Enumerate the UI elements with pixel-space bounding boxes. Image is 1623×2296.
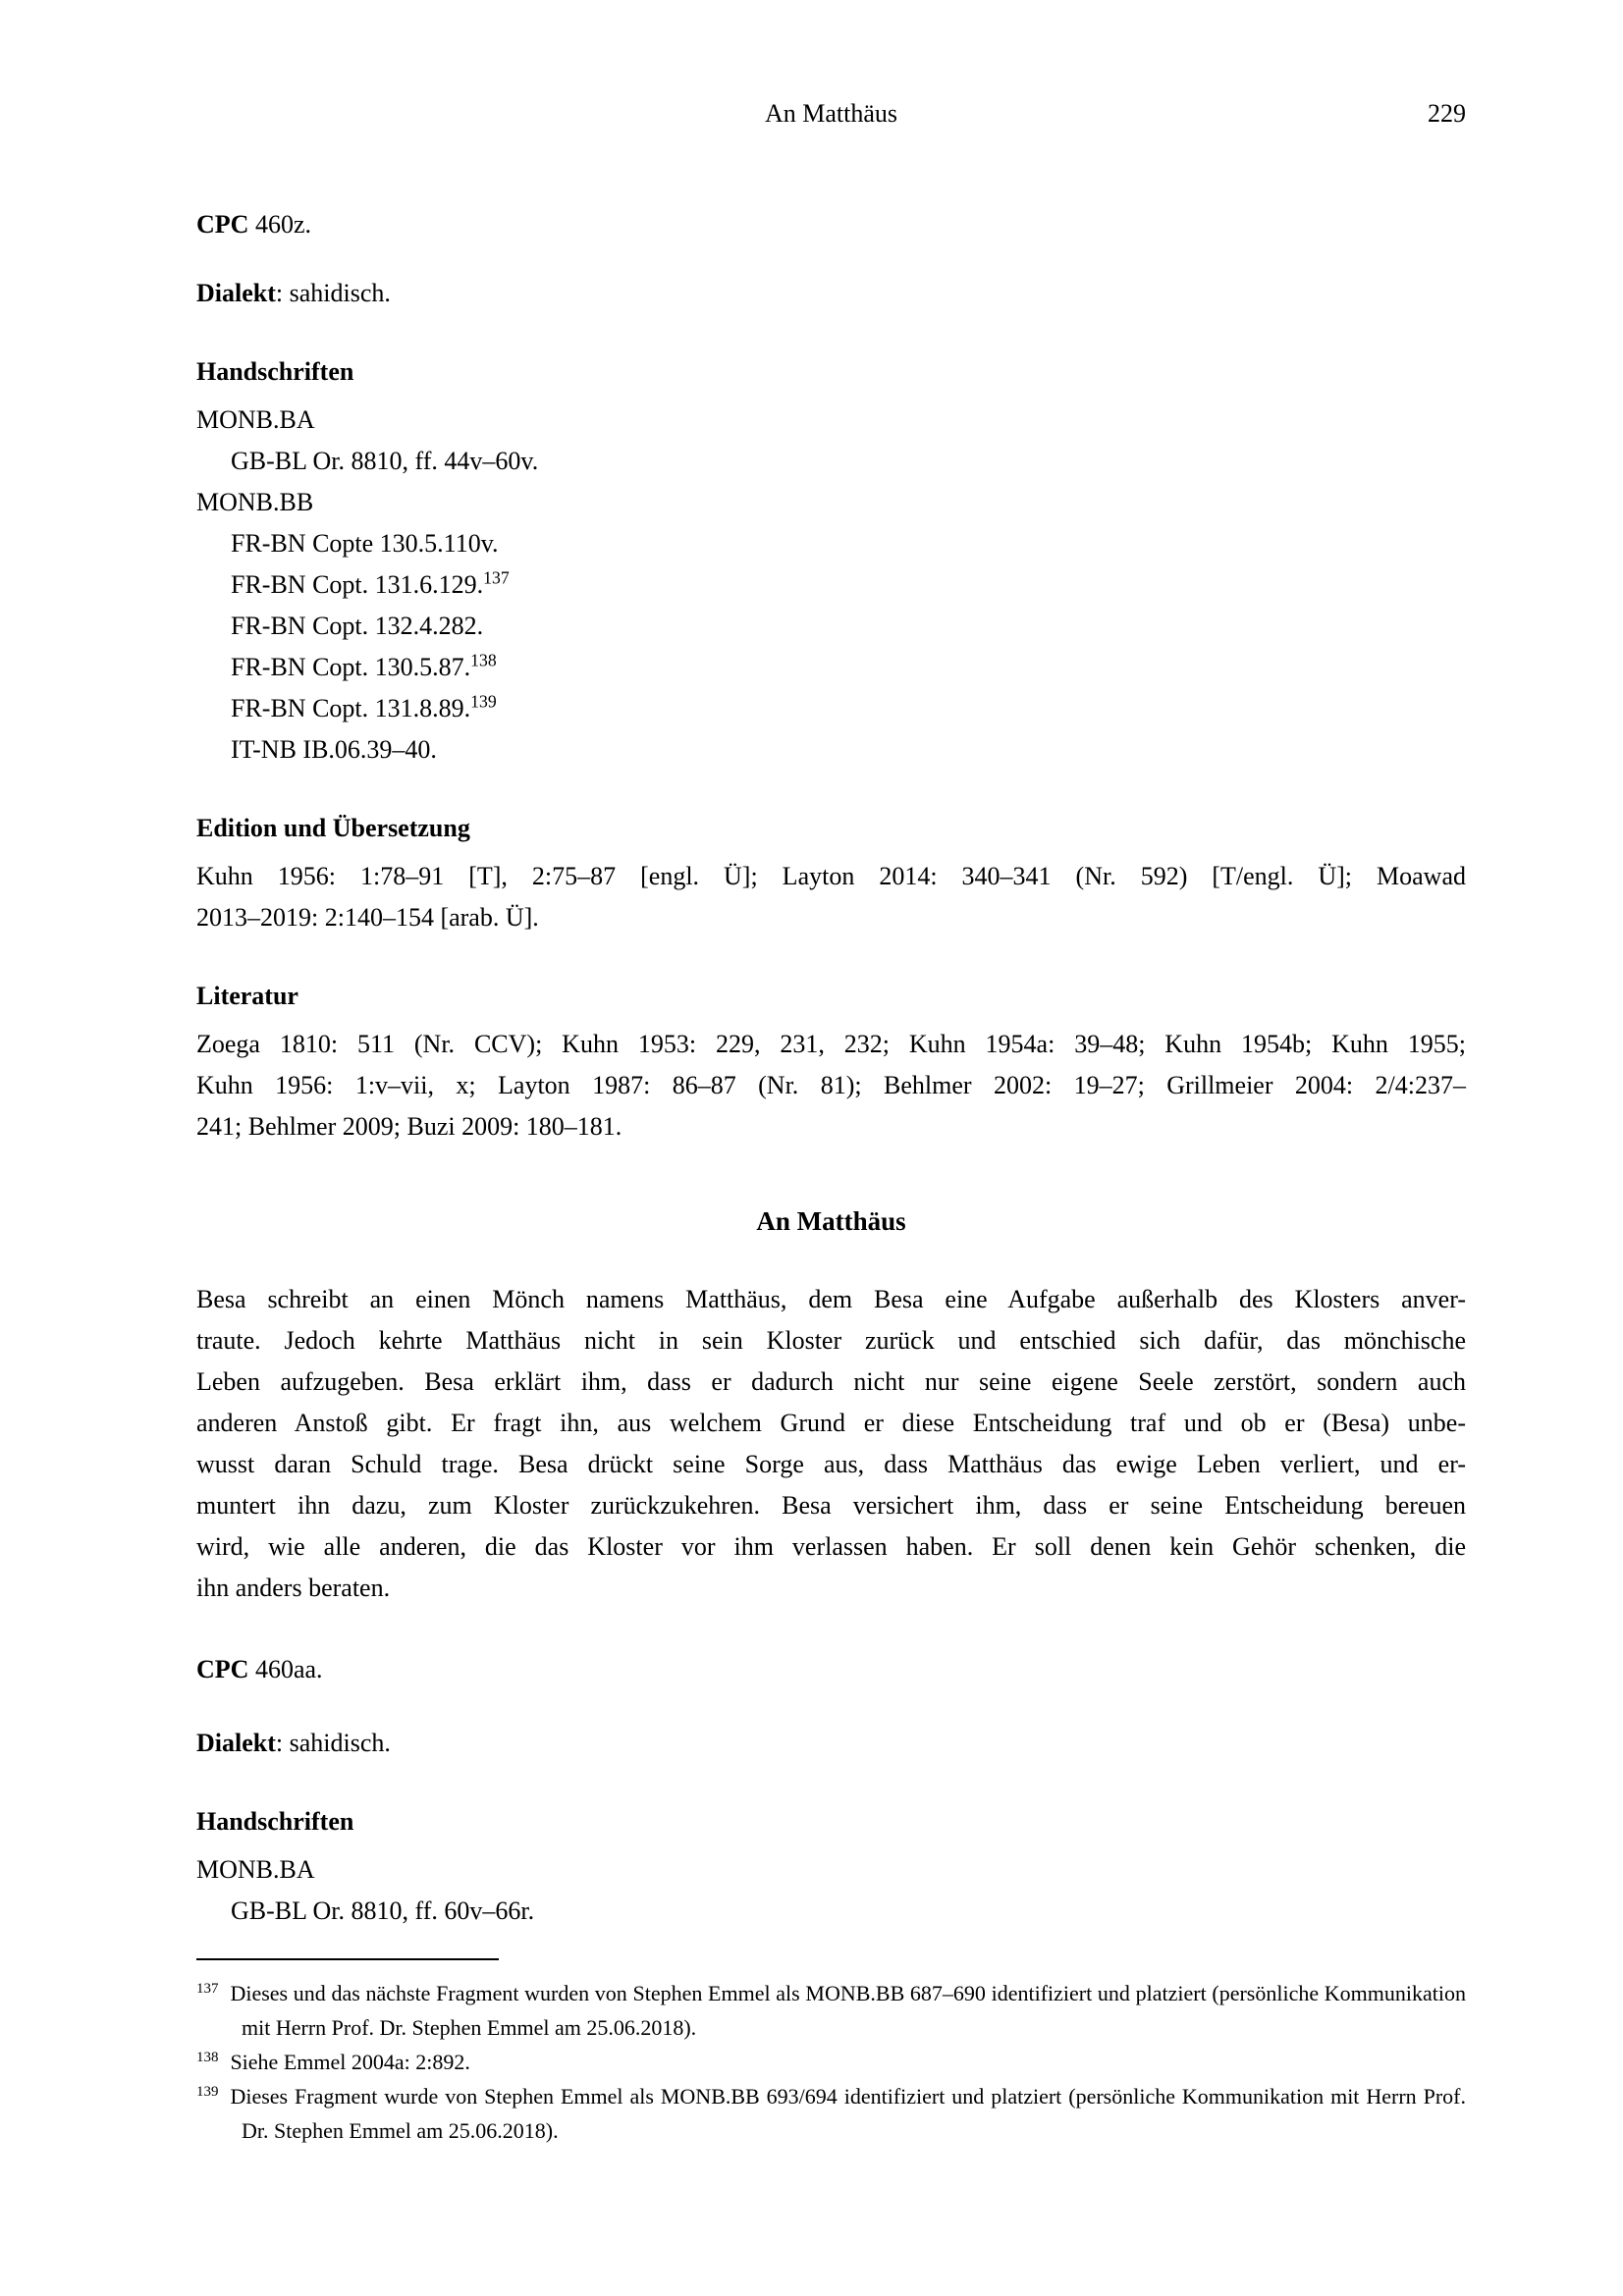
footnote-number: 138: [196, 2049, 219, 2065]
cpc-label: CPC: [196, 210, 249, 239]
chapter-heading: An Matthäus: [756, 1206, 906, 1236]
summary-paragraph: [196, 1279, 1466, 1609]
footnote-text: Dieses und das nächste Fragment wurden von Stephen Emmel als MONB.BB 687–690 identifiziert und platziert (persönliche Kommunikation mit Herrn Prof. Dr. Stephen Emmel am 25.06.2018).: [230, 1981, 1466, 2040]
page-number: 229: [1428, 99, 1466, 128]
cpc-label: CPC: [196, 1655, 249, 1683]
text-line: anderen Anstoß gibt. Er fragt ihn, aus welchem Grund er diese Entscheidung traf und ob er (Besa) unbe-: [196, 1409, 1466, 1437]
manuscript-text: MONB.BB: [196, 488, 314, 516]
manuscript-text: FR-BN Copt. 132.4.282.: [231, 612, 484, 640]
literatur-paragraph: [196, 1024, 1466, 1148]
manuscript-line: [196, 1891, 1466, 1932]
cpc-line: [196, 1649, 1466, 1690]
footnote-list: [196, 1976, 1466, 2148]
text-line: Kuhn 1956: 1:v–vii, x; Layton 1987: 86–87 (Nr. 81); Behlmer 2002: 19–27; Grillmeier 2004: 2/4:237–: [196, 1071, 1466, 1099]
dialekt-label: Dialekt: [196, 1729, 276, 1757]
dialekt-value: : sahidisch.: [275, 279, 391, 307]
manuscript-text: MONB.BA: [196, 1855, 315, 1884]
cpc-value: 460z.: [254, 210, 311, 239]
handschriften-heading: Handschriften: [196, 1807, 354, 1836]
footnote-number: 139: [196, 2083, 219, 2100]
manuscript-list: [196, 400, 1466, 771]
running-header: [196, 93, 1466, 134]
footnote: [196, 1976, 1466, 2045]
dialekt-line: [196, 1723, 1466, 1764]
handschriften-heading: Handschriften: [196, 357, 354, 386]
footnote: [196, 2079, 1466, 2148]
footnote-separator: [196, 1958, 499, 1960]
footnote-ref: 137: [483, 567, 510, 588]
manuscript-text: GB-BL Or. 8810, ff. 60v–66r.: [231, 1896, 535, 1925]
footnote-text: Siehe Emmel 2004a: 2:892.: [230, 2050, 470, 2074]
manuscript-line: [196, 441, 1466, 482]
edition-paragraph: [196, 856, 1466, 938]
text-line: traute. Jedoch kehrte Matthäus nicht in sein Kloster zurück und entschied sich dafür, das mönchische: [196, 1326, 1466, 1355]
edition-heading: Edition und Übersetzung: [196, 814, 470, 842]
footnote-ref: 139: [470, 691, 497, 712]
manuscript-line: [196, 523, 1466, 564]
cpc-line: [196, 204, 1466, 245]
dialekt-value: : sahidisch.: [275, 1729, 391, 1757]
footnote-text: Dieses Fragment wurde von Stephen Emmel als MONB.BB 693/694 identifiziert und platziert (persönliche Kommunikation mit Herrn Prof. Dr. Stephen Emmel am 25.06.2018).: [230, 2084, 1466, 2143]
manuscript-text: FR-BN Copt. 130.5.87.: [231, 653, 471, 681]
text-line: Leben aufzugeben. Besa erklärt ihm, dass er dadurch nicht nur seine eigene Seele zerstört, sondern auch: [196, 1367, 1466, 1396]
footnote-ref: 138: [470, 650, 497, 670]
manuscript-line: [196, 729, 1466, 771]
footnote: [196, 2045, 1466, 2079]
footnote-number: 137: [196, 1980, 219, 1997]
manuscript-text: GB-BL Or. 8810, ff. 44v–60v.: [231, 447, 539, 475]
manuscript-text: IT-NB IB.06.39–40.: [231, 735, 437, 764]
manuscript-text: FR-BN Copte 130.5.110v.: [231, 529, 499, 558]
text-line: 241; Behlmer 2009; Buzi 2009: 180–181.: [196, 1112, 622, 1141]
cpc-value: 460aa.: [254, 1655, 323, 1683]
text-line: Zoega 1810: 511 (Nr. CCV); Kuhn 1953: 229, 231, 232; Kuhn 1954a: 39–48; Kuhn 1954b; Kuhn 1955;: [196, 1030, 1466, 1058]
text-line: Kuhn 1956: 1:78–91 [T], 2:75–87 [engl. Ü]; Layton 2014: 340–341 (Nr. 592) [T/engl. Ü]; Moawad: [196, 862, 1466, 890]
running-title: An Matthäus: [764, 99, 898, 128]
text-line: wusst daran Schuld trage. Besa drückt seine Sorge aus, dass Matthäus das ewige Leben verliert, und er-: [196, 1450, 1466, 1478]
manuscript-line: [196, 1849, 1466, 1891]
text-line: muntert ihn dazu, zum Kloster zurückzukehren. Besa versichert ihm, dass er seine Entscheidung bereuen: [196, 1491, 1466, 1520]
manuscript-line: [196, 564, 1466, 606]
manuscript-text: FR-BN Copt. 131.8.89.: [231, 694, 471, 722]
manuscript-list: [196, 1849, 1466, 1932]
text-line: wird, wie alle anderen, die das Kloster vor ihm verlassen haben. Er soll denen kein Gehör schenken, die: [196, 1532, 1466, 1561]
dialekt-line: [196, 273, 1466, 314]
manuscript-line: [196, 482, 1466, 523]
manuscript-line: [196, 606, 1466, 647]
text-line: ihn anders beraten.: [196, 1574, 391, 1602]
text-line: 2013–2019: 2:140–154 [arab. Ü].: [196, 903, 539, 932]
text-line: Besa schreibt an einen Mönch namens Matthäus, dem Besa eine Aufgabe außerhalb des Klosters anver-: [196, 1285, 1466, 1313]
manuscript-line: [196, 400, 1466, 441]
dialekt-label: Dialekt: [196, 279, 276, 307]
manuscript-line: [196, 647, 1466, 688]
footnotes-section: [196, 1958, 1466, 2148]
manuscript-line: [196, 688, 1466, 729]
manuscript-text: FR-BN Copt. 131.6.129.: [231, 570, 484, 599]
literatur-heading: Literatur: [196, 982, 298, 1010]
manuscript-text: MONB.BA: [196, 405, 315, 434]
